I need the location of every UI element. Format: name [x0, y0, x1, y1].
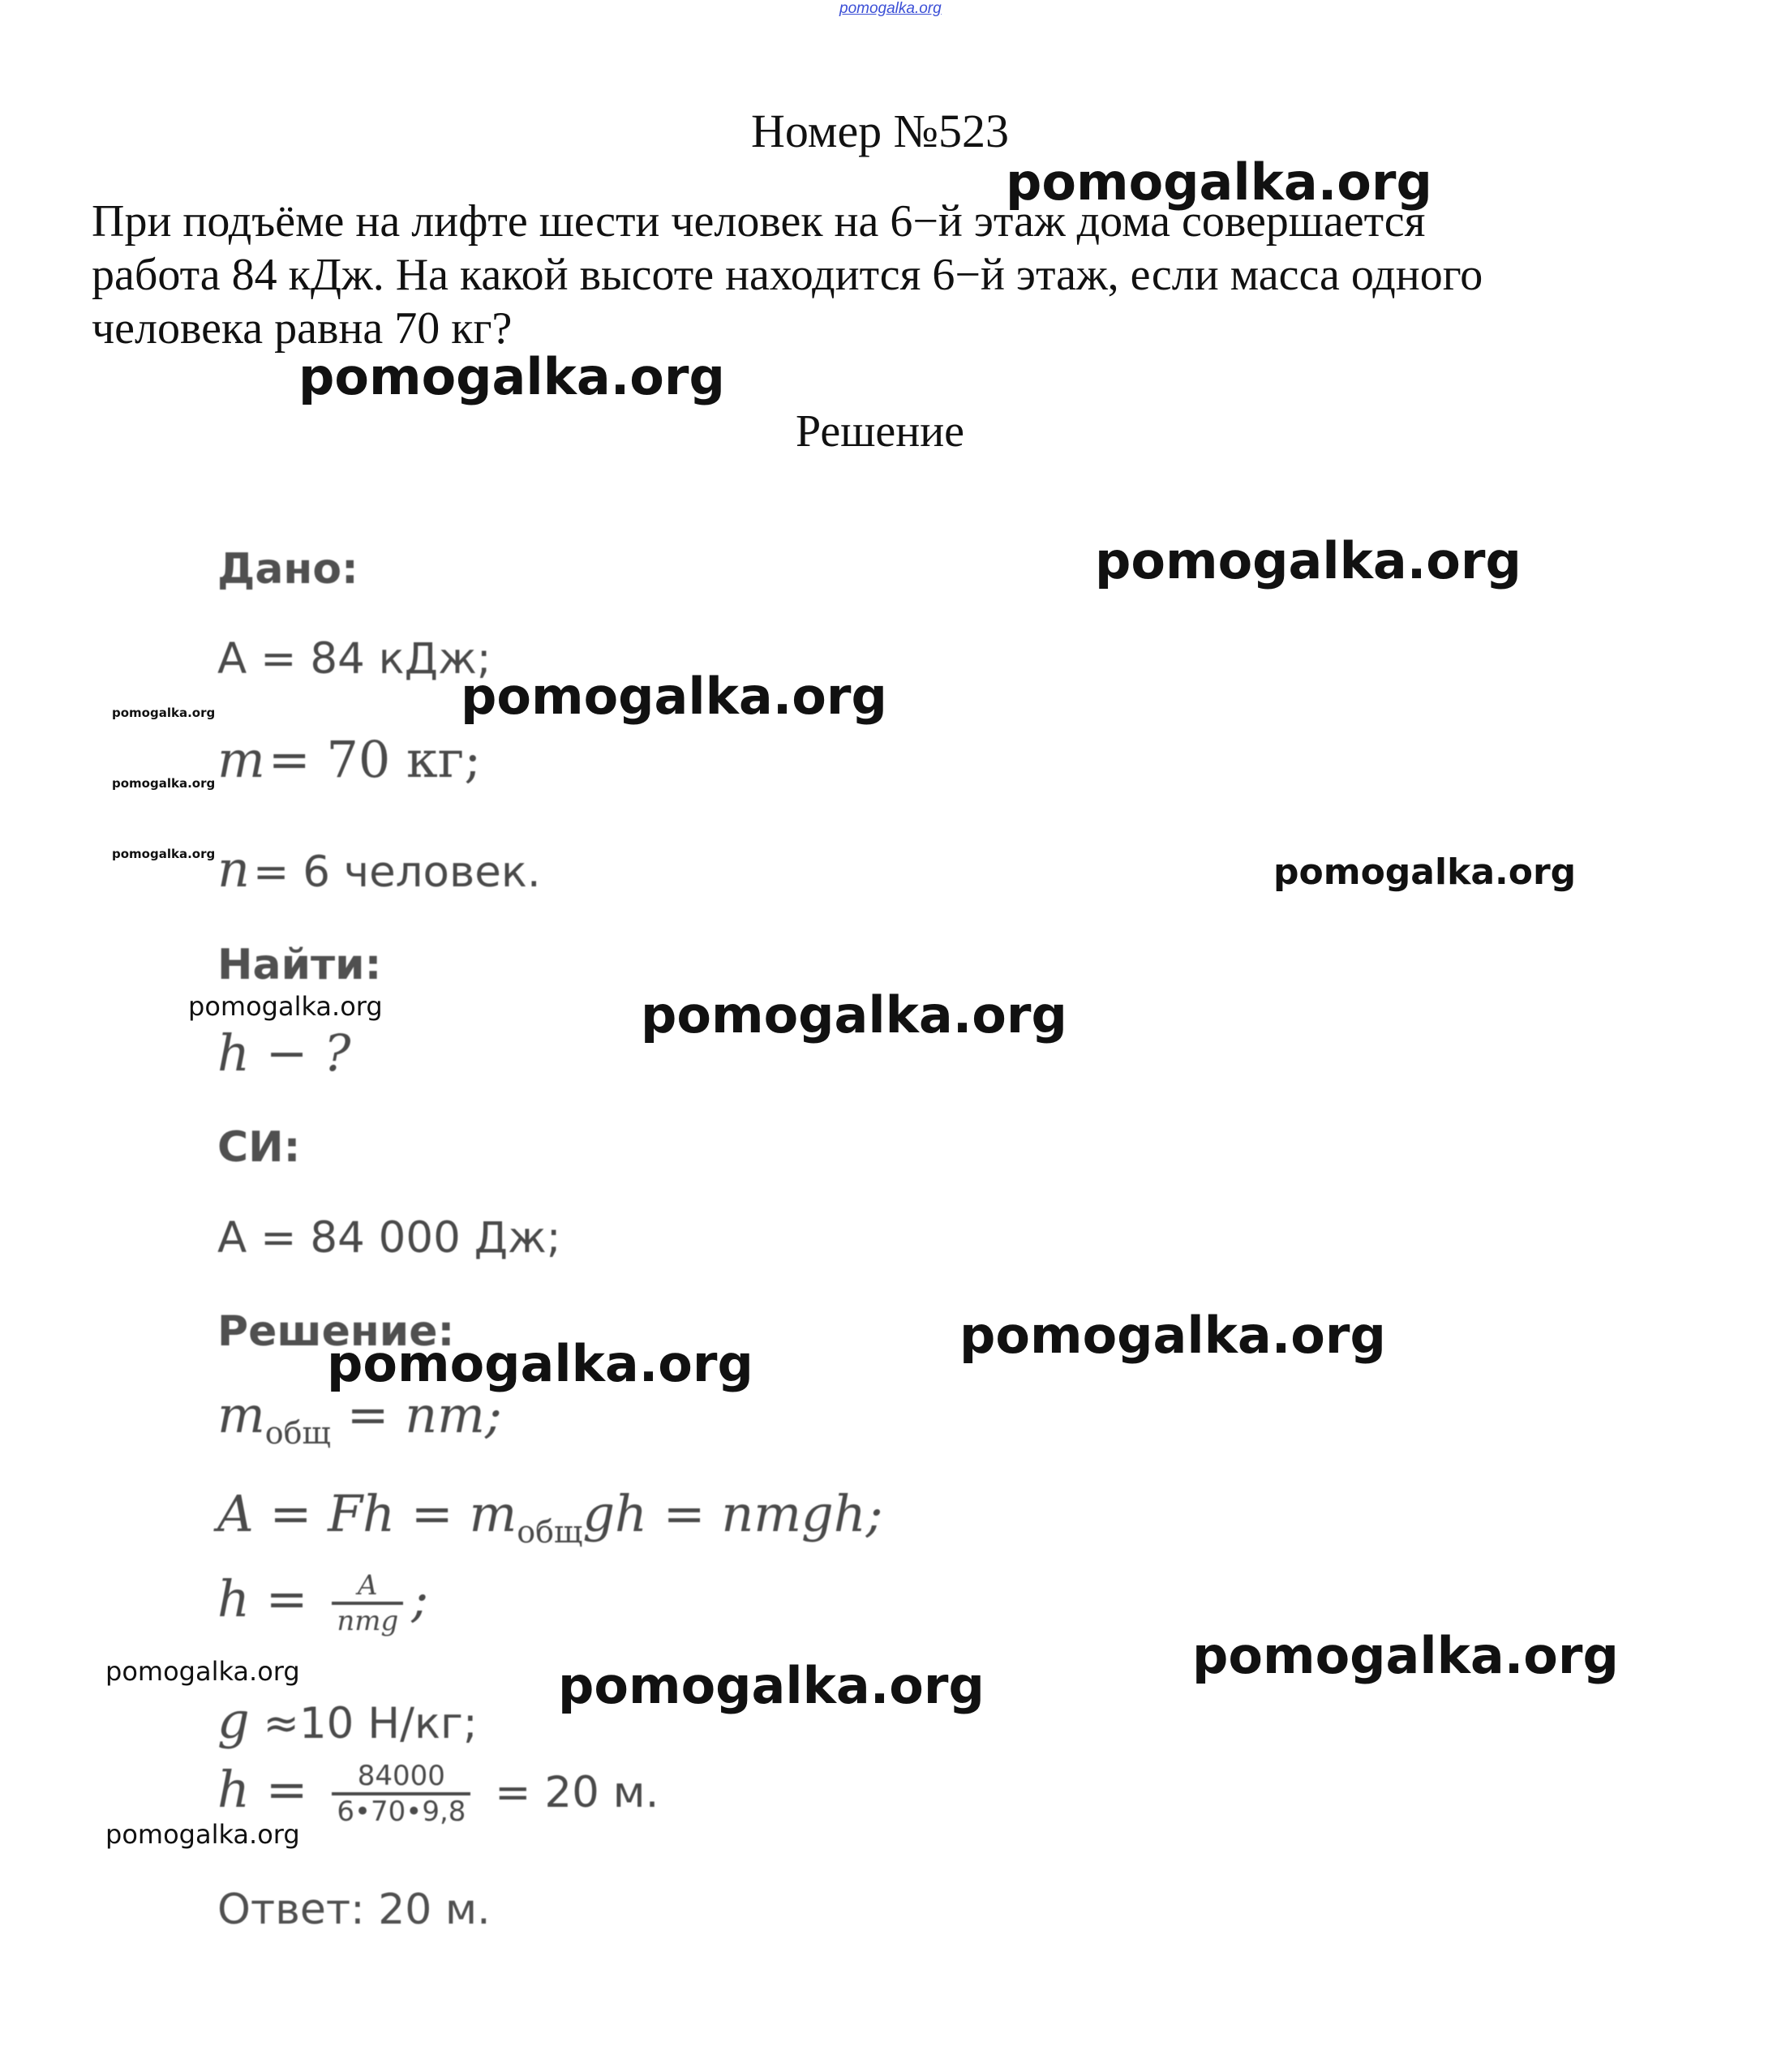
eq3-tail: ;	[411, 1569, 429, 1629]
gravity-value	[217, 1691, 478, 1750]
mass-value: = 70 кг;	[268, 730, 482, 789]
eq2-subscript: общ	[517, 1514, 583, 1550]
watermark: pomogalka.org	[188, 991, 383, 1022]
mass-variable: m	[217, 730, 265, 789]
page-title: Номер №523	[750, 105, 1010, 157]
eq1-left: m	[217, 1385, 265, 1444]
given-label: Дано:	[217, 545, 358, 594]
eq4-tail: = 20 м.	[495, 1768, 659, 1818]
watermark: pomogalka.org	[1006, 152, 1432, 212]
equation-result	[217, 1760, 659, 1828]
watermark: pomogalka.org	[558, 1656, 985, 1715]
answer: Ответ: 20 м.	[217, 1885, 491, 1934]
eq4-left: h =	[217, 1760, 308, 1820]
watermark: pomogalka.org	[105, 1656, 300, 1687]
watermark: pomogalka.org	[1095, 531, 1522, 590]
problem-text	[92, 195, 1649, 355]
watermark: pomogalka.org	[298, 347, 725, 406]
count-value: = 6 человек.	[252, 847, 541, 897]
watermark: pomogalka.org	[327, 1334, 753, 1393]
si-label: СИ:	[217, 1123, 301, 1172]
top-site-link[interactable]: pomogalka.org	[839, 0, 942, 17]
eq1-subscript: общ	[264, 1415, 331, 1451]
equation-total-mass	[217, 1385, 502, 1451]
g-variable: g	[217, 1691, 250, 1750]
eq4-fraction	[332, 1760, 470, 1828]
solve-label: Решение:	[217, 1307, 455, 1356]
eq2-part2: gh = nmgh;	[582, 1484, 883, 1543]
count-variable: n	[217, 839, 250, 899]
solution-heading: Решение	[795, 406, 965, 457]
eq3-fraction	[332, 1569, 403, 1637]
eq3-denominator: nmg	[332, 1602, 403, 1637]
watermark: pomogalka.org	[105, 1819, 300, 1850]
find-label: Найти:	[217, 941, 382, 989]
watermark: pomogalka.org	[112, 847, 216, 861]
g-value: ≈10 Н/кг;	[249, 1699, 478, 1748]
eq4-denominator: 6•70•9,8	[332, 1792, 470, 1828]
equation-work	[217, 1484, 883, 1550]
eq3-numerator: A	[357, 1569, 378, 1602]
si-value: A = 84 000 Дж;	[217, 1213, 561, 1263]
watermark: pomogalka.org	[1273, 852, 1577, 893]
watermark: pomogalka.org	[959, 1306, 1386, 1365]
eq4-numerator: 84000	[357, 1760, 445, 1792]
watermark: pomogalka.org	[112, 776, 216, 791]
equation-height	[217, 1569, 428, 1637]
problem-line-3: человека равна 70 кг?	[92, 303, 513, 354]
watermark: pomogalka.org	[112, 706, 216, 720]
given-count	[217, 839, 541, 899]
eq3-left: h =	[217, 1569, 308, 1629]
find-value: h − ?	[217, 1023, 351, 1083]
watermark: pomogalka.org	[1192, 1626, 1619, 1685]
eq1-right: = nm;	[330, 1385, 502, 1444]
problem-line-2: работа 84 кДж. На какой высоте находится 6−й этаж, если масса одного	[92, 250, 1483, 300]
given-work: A = 84 кДж;	[217, 634, 491, 684]
given-mass	[217, 730, 481, 789]
watermark: pomogalka.org	[641, 985, 1067, 1045]
problem-line-1: При подъёме на лифте шести человек на 6−й этаж дома совершается	[92, 196, 1426, 247]
eq2-part1: A = Fh = m	[217, 1484, 517, 1543]
watermark: pomogalka.org	[461, 667, 887, 726]
